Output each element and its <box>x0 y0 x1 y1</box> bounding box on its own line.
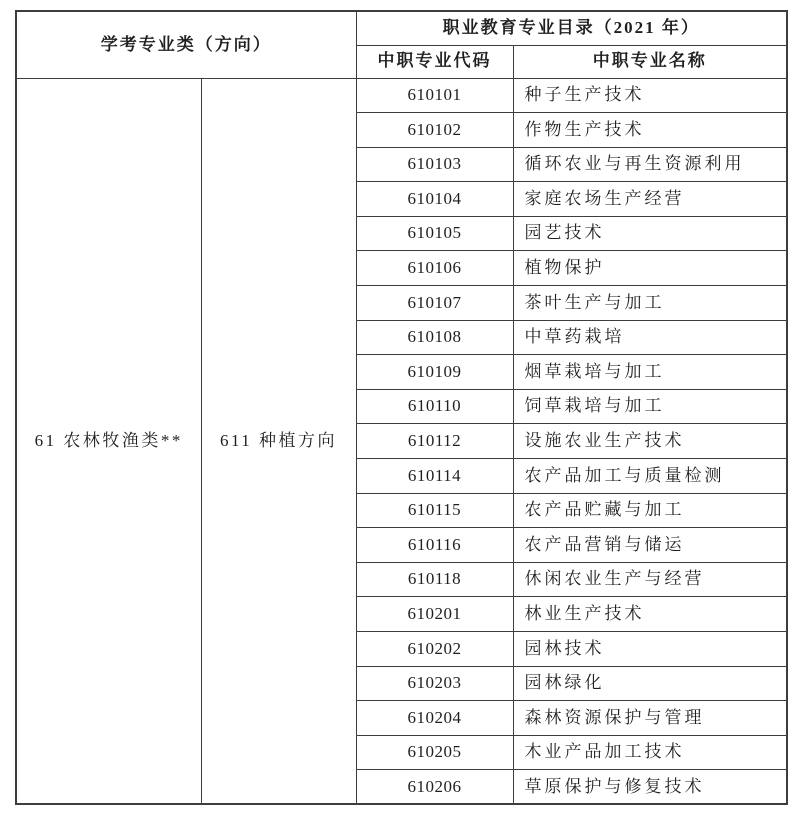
code-cell: 610118 <box>356 562 513 597</box>
name-cell: 草原保护与修复技术 <box>513 770 787 805</box>
code-cell: 610110 <box>356 389 513 424</box>
name-cell: 木业产品加工技术 <box>513 735 787 770</box>
code-cell: 610116 <box>356 528 513 563</box>
name-cell: 农产品加工与质量检测 <box>513 459 787 494</box>
name-cell: 园艺技术 <box>513 216 787 251</box>
code-cell: 610109 <box>356 355 513 390</box>
header-row-1 <box>16 11 787 45</box>
category-cell: 61 农林牧渔类** <box>16 78 201 804</box>
name-cell: 茶叶生产与加工 <box>513 286 787 321</box>
name-cell: 林业生产技术 <box>513 597 787 632</box>
code-cell: 610102 <box>356 113 513 148</box>
code-cell: 610106 <box>356 251 513 286</box>
name-cell: 农产品贮藏与加工 <box>513 493 787 528</box>
code-cell: 610201 <box>356 597 513 632</box>
code-cell: 610108 <box>356 320 513 355</box>
major-catalog-table <box>15 10 788 805</box>
code-cell: 610105 <box>356 216 513 251</box>
direction-cell: 611 种植方向 <box>201 78 356 804</box>
code-cell: 610202 <box>356 632 513 667</box>
name-cell: 种子生产技术 <box>513 78 787 113</box>
code-cell: 610107 <box>356 286 513 321</box>
code-cell: 610206 <box>356 770 513 805</box>
code-cell: 610104 <box>356 182 513 217</box>
code-cell: 610114 <box>356 459 513 494</box>
code-cell: 610115 <box>356 493 513 528</box>
table-body <box>16 78 787 804</box>
name-cell: 设施农业生产技术 <box>513 424 787 459</box>
table-header <box>16 11 787 78</box>
name-cell: 循环农业与再生资源利用 <box>513 147 787 182</box>
name-cell: 休闲农业生产与经营 <box>513 562 787 597</box>
name-cell: 农产品营销与储运 <box>513 528 787 563</box>
name-cell: 中草药栽培 <box>513 320 787 355</box>
code-cell: 610101 <box>356 78 513 113</box>
header-catalog-title: 职业教育专业目录（2021 年） <box>356 11 787 45</box>
header-left-title: 学考专业类（方向） <box>16 11 356 78</box>
name-cell: 烟草栽培与加工 <box>513 355 787 390</box>
name-cell: 植物保护 <box>513 251 787 286</box>
name-cell: 园林技术 <box>513 632 787 667</box>
table-row <box>16 78 787 113</box>
name-cell: 森林资源保护与管理 <box>513 701 787 736</box>
header-name-col: 中职专业名称 <box>513 45 787 78</box>
name-cell: 家庭农场生产经营 <box>513 182 787 217</box>
header-code-col: 中职专业代码 <box>356 45 513 78</box>
name-cell: 饲草栽培与加工 <box>513 389 787 424</box>
code-cell: 610205 <box>356 735 513 770</box>
code-cell: 610203 <box>356 666 513 701</box>
name-cell: 园林绿化 <box>513 666 787 701</box>
code-cell: 610103 <box>356 147 513 182</box>
code-cell: 610112 <box>356 424 513 459</box>
name-cell: 作物生产技术 <box>513 113 787 148</box>
code-cell: 610204 <box>356 701 513 736</box>
